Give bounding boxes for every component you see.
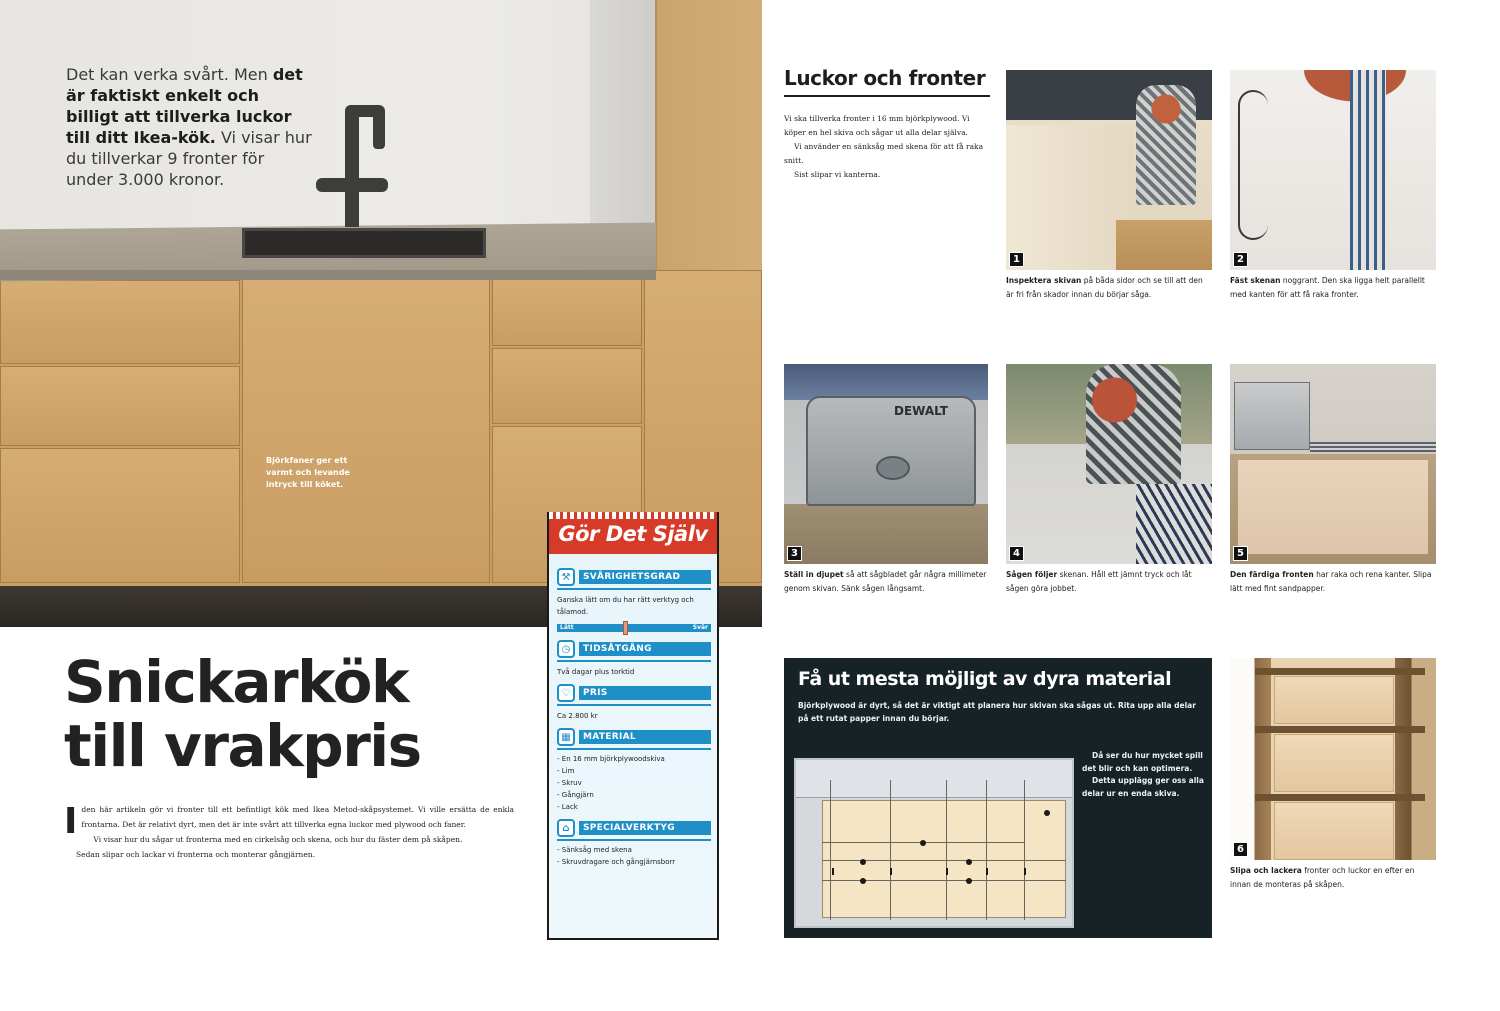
tools-icon: ⌂ <box>557 819 575 837</box>
tools-item: - Skruvdragare och gångjärnsborr <box>557 856 711 868</box>
saw-knob <box>876 456 910 480</box>
section-title: Luckor och fronter <box>784 66 990 97</box>
section-label: SPECIALVERKTYG <box>579 821 711 835</box>
caption-lead: Inspektera skivan <box>1006 276 1082 285</box>
part-marker <box>966 878 972 884</box>
body-paragraph: Vi visar hur du sågar ut fronterna med en cirkelsåg och skena, och hur du fäster dem på skåpen. <box>93 835 463 844</box>
rack-shelf <box>1255 726 1425 733</box>
faucet <box>345 105 359 227</box>
sink <box>242 228 486 258</box>
part-marker <box>1044 810 1050 816</box>
guide-rail <box>1310 442 1436 452</box>
step-photo-6 <box>1230 658 1436 860</box>
headline-line-1: Snickarkök <box>64 648 409 716</box>
diy-sidebar-title: Gör Det Själv <box>558 522 708 546</box>
clock-icon: ◷ <box>557 640 575 658</box>
cut-line <box>830 780 831 920</box>
step-photo-5 <box>1230 364 1436 564</box>
tall-cabinet <box>655 0 762 270</box>
step-number-badge: 4 <box>1009 546 1024 561</box>
step-number-badge: 5 <box>1233 546 1248 561</box>
alcove <box>590 0 655 230</box>
decorative-stripe <box>549 512 717 519</box>
caption-text: skenan. Håll ett jämnt tryck och låt sågen göra jobbet. <box>1006 570 1192 593</box>
step-photo-1 <box>1006 70 1212 270</box>
person <box>1136 85 1196 205</box>
drying-panel <box>1274 802 1394 860</box>
cutting-plan-diagram <box>794 758 1074 928</box>
step-caption-5 <box>1230 568 1436 595</box>
difficulty-text: Ganska lätt om du har rätt verktyg och tålamod. <box>557 596 694 616</box>
section-price <box>557 684 711 706</box>
diy-sidebar <box>547 512 719 940</box>
part-marker <box>860 878 866 884</box>
lead-intro: Det kan verka svårt. Men <box>66 65 273 84</box>
difficulty-icon: ⚒ <box>557 568 575 586</box>
drop-cap: I <box>64 801 78 842</box>
material-item: - Lim <box>557 765 711 777</box>
section-label: SVÅRIGHETSGRAD <box>579 570 711 584</box>
rack-shelf <box>1255 794 1425 801</box>
lead-rest: Vi visar hur du tillverkar 9 fronter för under 3.000 kronor. <box>66 128 312 189</box>
section-paragraph: Sist slipar vi kanterna. <box>794 170 881 179</box>
difficulty-scale <box>557 622 711 634</box>
cut-line <box>946 780 947 920</box>
part-marker <box>860 859 866 865</box>
drying-panel <box>1274 734 1394 792</box>
step-caption-2 <box>1230 274 1436 301</box>
plywood-sheet-outline <box>822 800 1066 918</box>
cabinet-front <box>0 448 240 583</box>
difficulty-min-label: Lätt <box>560 624 574 631</box>
cut-line <box>822 860 1066 861</box>
material-item: - Lack <box>557 801 711 813</box>
difficulty-marker <box>623 621 628 635</box>
caption-text: fronter och luckor en efter en innan de monteras på skåpen. <box>1230 866 1415 889</box>
part-marker <box>920 840 926 846</box>
part-marker <box>966 859 972 865</box>
saw-brand-logo: DEWALT <box>894 404 948 418</box>
body-paragraph-text: den här artikeln gör vi fronter till ett befintligt kök med Ikea Metod-skåpsystemet. Vi ville ersätta de enkla frontarna. Det är relativt dyrt, men det är inte svårt att tillverka egna luckor med plywood och faner. <box>81 805 514 829</box>
section-body <box>784 112 990 182</box>
section-tools <box>557 819 711 841</box>
cabinet-front <box>492 278 642 346</box>
tools-list <box>557 844 711 868</box>
section-paragraph: Vi ska tillverka fronter i 16 mm björkplywood. Vi köper en hel skiva och sågar ut alla delar själva. <box>784 114 970 137</box>
part-marker <box>832 868 834 875</box>
section-label: MATERIAL <box>579 730 711 744</box>
section-label: TIDSÅTGÅNG <box>579 642 711 656</box>
part-marker <box>1024 868 1026 875</box>
caption-text: har raka och rena kanter. Slipa lätt med fint sandpapper. <box>1230 570 1432 593</box>
faucet-spout <box>373 105 385 149</box>
tip-box-title: Få ut mesta möjligt av dyra material <box>798 668 1172 690</box>
part-marker <box>946 868 948 875</box>
step-number-badge: 1 <box>1009 252 1024 267</box>
cut-line <box>986 780 987 920</box>
power-cord <box>1238 90 1268 240</box>
article-body <box>64 802 514 862</box>
tip-box-text: Björkplywood är dyrt, så det är viktigt att planera hur skivan ska sågas ut. Rita upp alla delar på ett rutat papper innan du börjar. <box>798 701 1196 723</box>
drying-panel <box>1274 676 1394 724</box>
caption-lead: Den färdiga fronten <box>1230 570 1314 579</box>
cut-line <box>822 880 1066 881</box>
step-photo-2 <box>1230 70 1436 270</box>
material-item: - En 16 mm björkplywoodskiva <box>557 753 711 765</box>
floor <box>1116 220 1212 270</box>
section-material <box>557 728 711 750</box>
cut-board <box>1238 460 1428 554</box>
tip-box <box>784 658 1212 938</box>
material-list <box>557 753 711 813</box>
headline-line-2: till vrakpris <box>64 712 421 780</box>
diy-sidebar-header <box>549 512 717 554</box>
person <box>1086 364 1181 484</box>
rack-shelf <box>1255 668 1425 675</box>
plunge-saw <box>1234 382 1310 450</box>
section-label: PRIS <box>579 686 711 700</box>
diagram-ruler <box>796 760 1072 798</box>
step-number-badge: 6 <box>1233 842 1248 857</box>
lead-text <box>66 64 312 190</box>
difficulty-max-label: Svår <box>692 624 708 631</box>
section-time <box>557 640 711 662</box>
step-caption-1 <box>1006 274 1212 301</box>
hero-photo-caption: Björkfaner ger ett varmt och levande intryck till köket. <box>266 456 350 489</box>
article-headline <box>64 650 534 778</box>
material-icon: ▦ <box>557 728 575 746</box>
guide-rail <box>1350 70 1386 270</box>
part-marker <box>890 868 892 875</box>
lead-bold: det är faktiskt enkelt och billigt att tillverka luckor till ditt Ikea-kök. <box>66 65 303 147</box>
step-photo-3 <box>784 364 988 564</box>
cut-line <box>890 780 891 920</box>
material-item: - Skruv <box>557 777 711 789</box>
section-paragraph: Vi använder en sänksåg med skena för att få raka snitt. <box>784 142 984 165</box>
plunge-saw <box>806 396 976 506</box>
cabinet-front <box>242 278 490 583</box>
cut-line <box>1024 780 1025 920</box>
caption-text: på båda sidor och se till att den är fri från skador innan du börjar såga. <box>1006 276 1203 299</box>
cabinet-front <box>0 366 240 446</box>
tip-box-paragraph: Detta upplägg ger oss alla delar ur en enda skiva. <box>1082 776 1204 798</box>
caption-text: så att sågbladet går några millimeter genom skivan. Sänk sågen långsamt. <box>784 570 987 593</box>
time-text: Två dagar plus torktid <box>557 668 635 676</box>
price-icon: ♡ <box>557 684 575 702</box>
step-number-badge: 3 <box>787 546 802 561</box>
cabinet-front <box>492 348 642 424</box>
section-difficulty <box>557 568 711 590</box>
difficulty-bar <box>557 624 711 632</box>
body-paragraph: Sedan slipar och lackar vi fronterna och monterar gångjärnen. <box>76 850 316 859</box>
tip-box-side-text <box>1082 750 1204 800</box>
material-item: - Gångjärn <box>557 789 711 801</box>
step-number-badge: 2 <box>1233 252 1248 267</box>
tools-item: - Sänksåg med skena <box>557 844 711 856</box>
step-caption-6 <box>1230 864 1436 891</box>
caption-lead: Slipa och lackera <box>1230 866 1302 875</box>
part-marker <box>986 868 988 875</box>
guide-rail <box>1136 484 1212 564</box>
caption-lead: Ställ in djupet <box>784 570 844 579</box>
plywood-board <box>1006 125 1134 270</box>
tip-box-paragraph: Då ser du hur mycket spill det blir och kan optimera. <box>1082 751 1203 773</box>
cabinet-front <box>0 280 240 364</box>
step-caption-4 <box>1006 568 1212 595</box>
caption-text: noggrant. Den ska ligga helt parallellt med kanten för att få raka fronter. <box>1230 276 1425 299</box>
countertop-edge <box>0 270 656 280</box>
step-photo-4 <box>1006 364 1212 564</box>
step-caption-3 <box>784 568 990 595</box>
caption-lead: Sågen följer <box>1006 570 1058 579</box>
caption-lead: Fäst skenan <box>1230 276 1281 285</box>
faucet-handles <box>316 178 388 192</box>
price-text: Ca 2.800 kr <box>557 712 598 720</box>
